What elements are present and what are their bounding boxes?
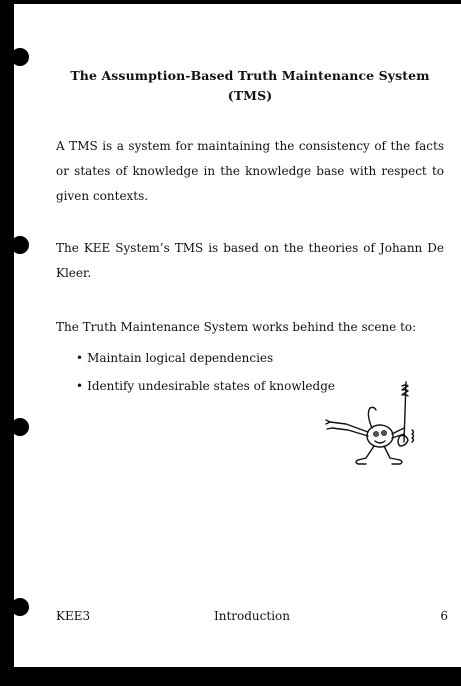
bullet-item: • Identify undesirable states of knowledge <box>76 372 335 400</box>
slide-footer <box>56 609 448 629</box>
robot-cartoon-icon <box>320 376 430 468</box>
bullet-list <box>76 344 335 400</box>
title-line-2: (TMS) <box>227 88 273 103</box>
slide-title <box>54 66 446 106</box>
slide-page <box>14 4 461 667</box>
bullet-item: • Maintain logical dependencies <box>76 344 335 372</box>
binder-hole-1 <box>14 48 29 66</box>
paragraph-intro-list: The Truth Maintenance System works behind the scene to: <box>56 320 417 334</box>
footer-section: Introduction <box>214 609 290 623</box>
paragraph-definition: A TMS is a system for maintaining the consistency of the facts or states of knowledge in the knowledge base with respect to given contexts. <box>56 139 444 203</box>
footer-course-code: KEE3 <box>56 609 91 623</box>
footer-page-number: 6 <box>440 609 448 623</box>
binder-hole-4 <box>14 598 29 616</box>
title-line-1: The Assumption-Based Truth Maintenance System <box>70 68 430 83</box>
paragraph-theory: The KEE System’s TMS is based on the theories of Johann De Kleer. <box>56 241 444 280</box>
binder-hole-3 <box>14 418 29 436</box>
binder-hole-2 <box>14 236 29 254</box>
